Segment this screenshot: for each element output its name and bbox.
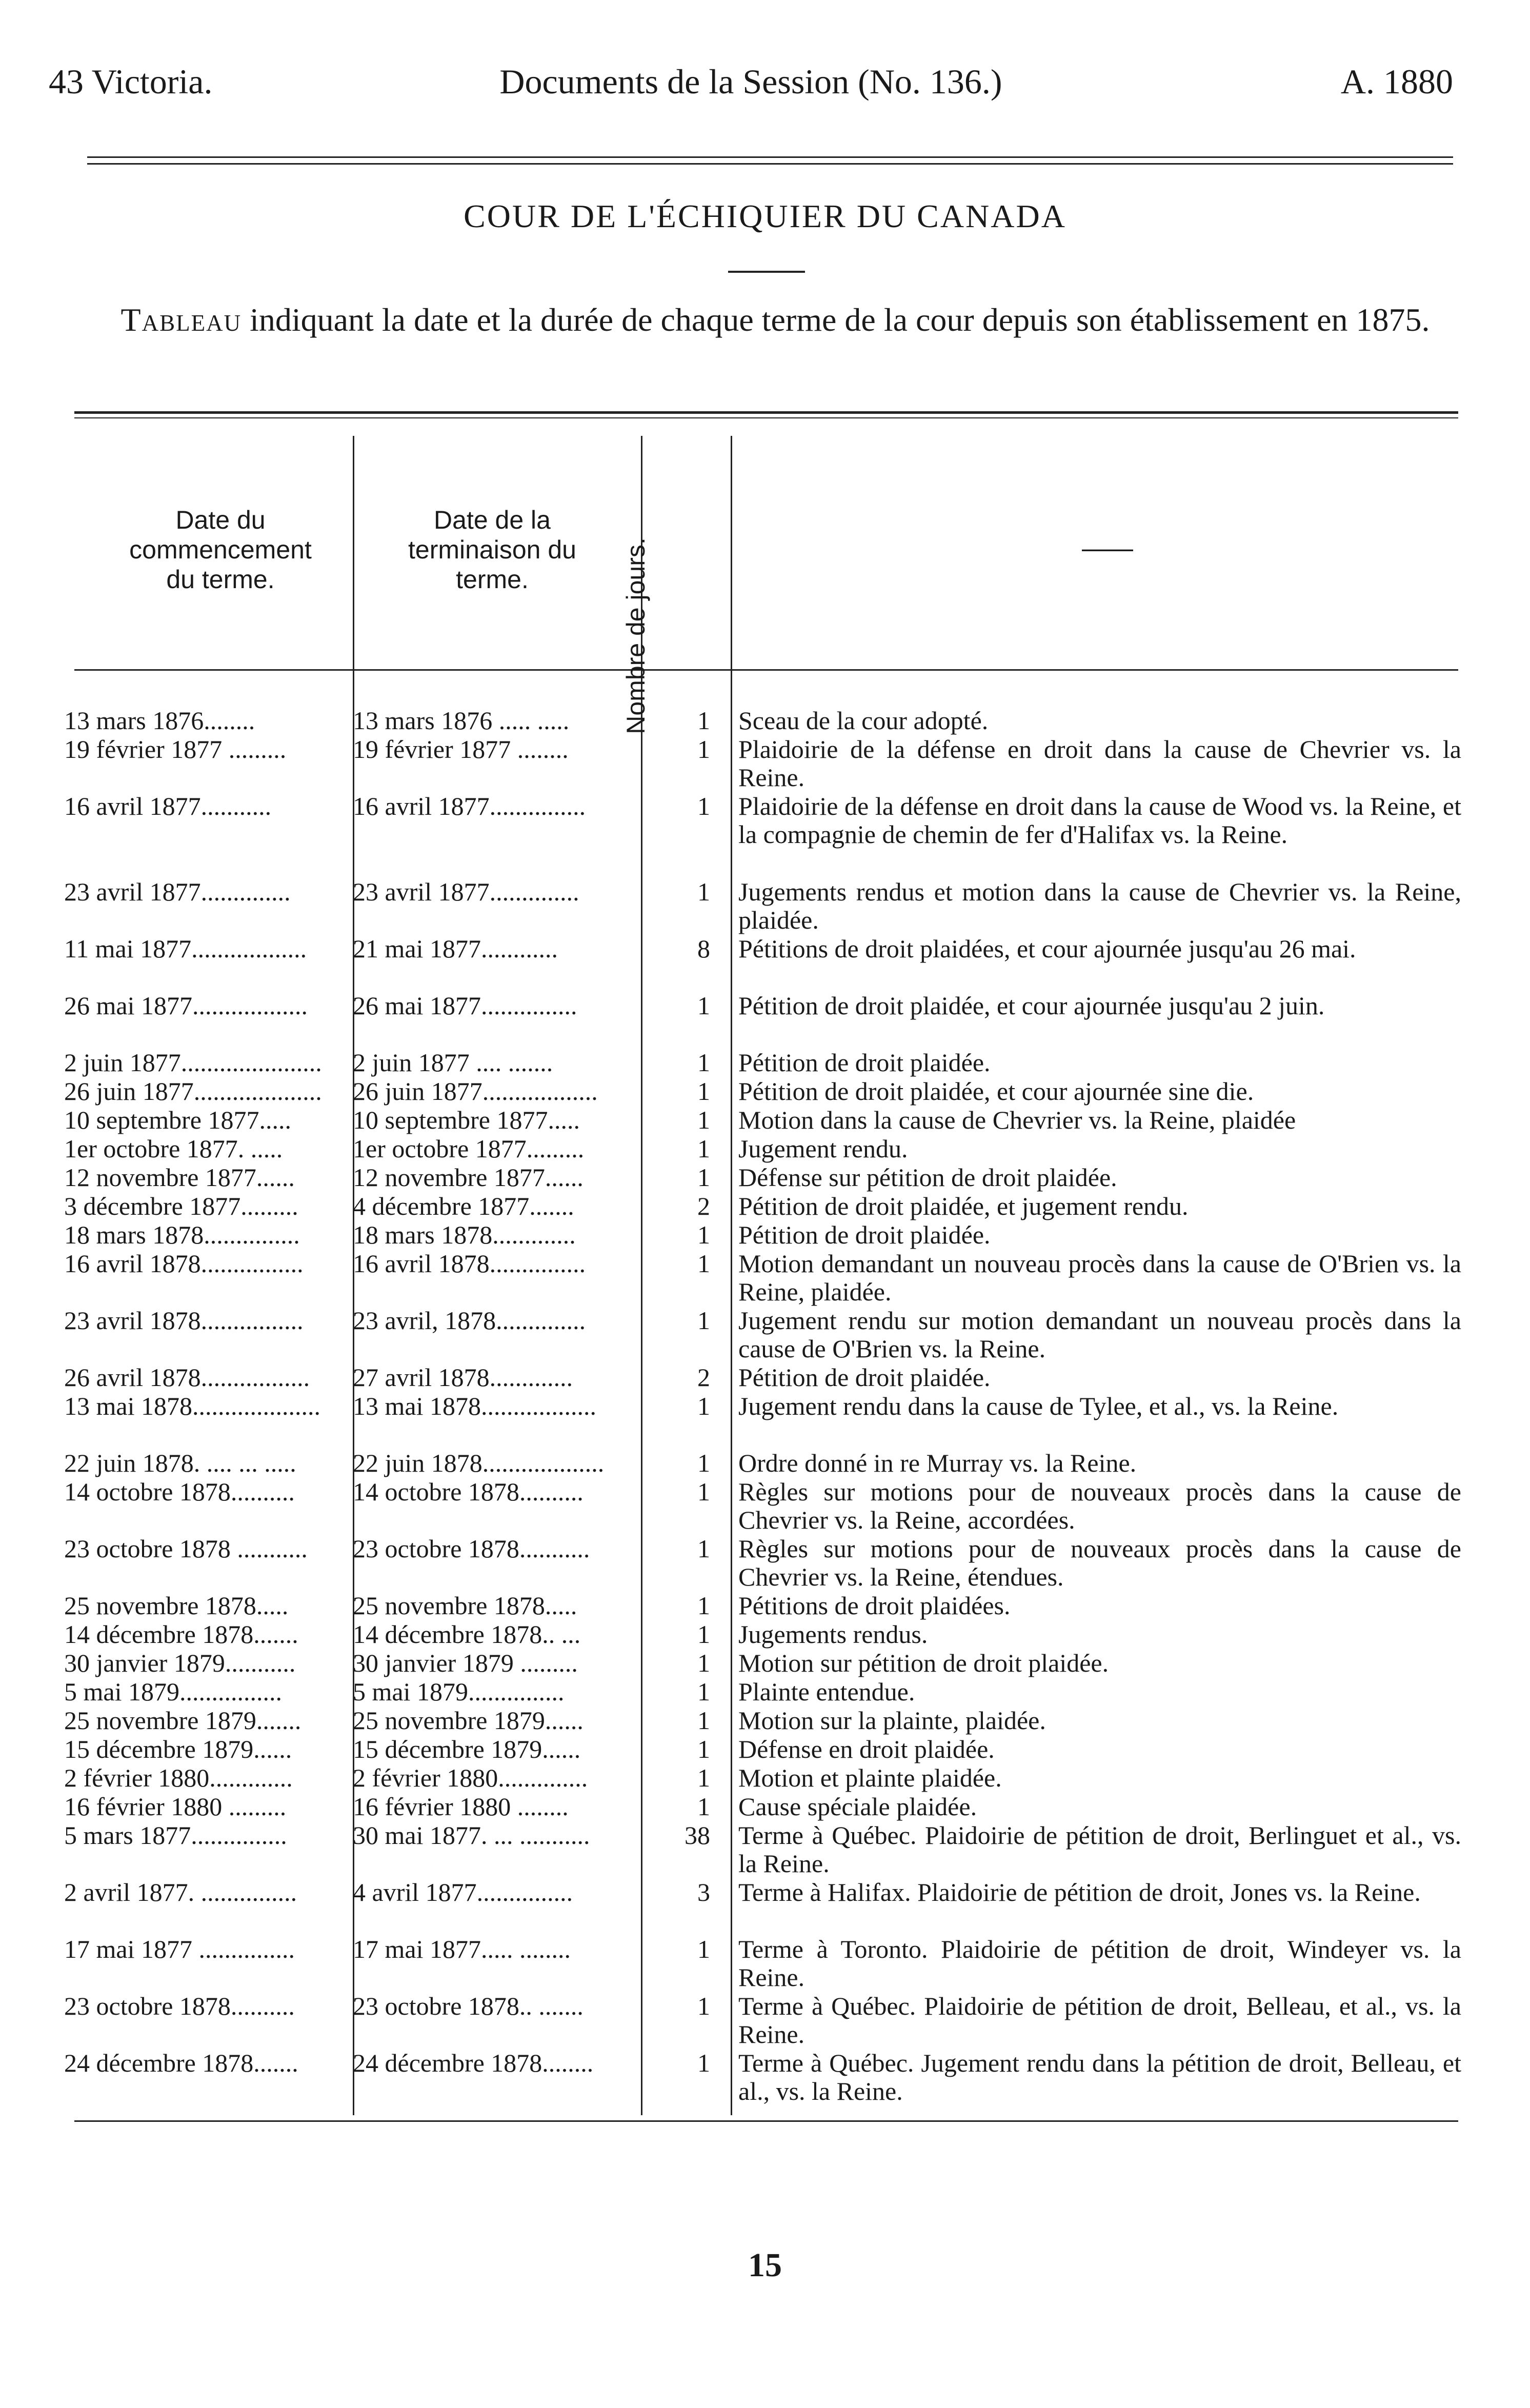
term-notes: Motion demandant un nouveau procès dans la cause de O'Brien vs. la Reine, plaidée. bbox=[738, 1249, 1461, 1306]
term-days: 8 bbox=[697, 934, 710, 963]
term-end-date: 18 mars 1878............. bbox=[353, 1221, 576, 1249]
header-year: A. 1880 bbox=[1340, 62, 1453, 101]
term-start-date: 16 février 1880 ......... bbox=[64, 1793, 287, 1821]
term-end-date: 26 mai 1877............... bbox=[353, 992, 577, 1020]
term-end-date: 13 mars 1876 ..... ..... bbox=[353, 707, 570, 735]
term-start-date: 24 décembre 1878....... bbox=[64, 2049, 298, 2077]
term-end-date: 13 mai 1878.................. bbox=[353, 1392, 596, 1420]
term-start-date: 19 février 1877 ......... bbox=[64, 735, 287, 764]
term-days: 1 bbox=[697, 1306, 710, 1335]
term-start-date: 25 novembre 1879....... bbox=[64, 1707, 301, 1735]
term-notes: Terme à Toronto. Plaidoirie de pétition de droit, Windeyer vs. la Reine. bbox=[738, 1935, 1461, 1992]
term-notes: Jugements rendus. bbox=[738, 1620, 928, 1649]
term-end-date: 4 décembre 1877....... bbox=[353, 1192, 574, 1220]
term-start-date: 18 mars 1878............... bbox=[64, 1221, 300, 1249]
term-end-date: 23 avril, 1878.............. bbox=[353, 1307, 586, 1335]
term-end-date: 16 avril 1877............... bbox=[353, 792, 586, 820]
term-end-date: 2 février 1880.............. bbox=[353, 1764, 588, 1792]
term-days: 1 bbox=[697, 1077, 710, 1106]
term-notes: Jugement rendu sur motion demandant un nouveau procès dans la cause de O'Brien vs. la Reine. bbox=[738, 1306, 1461, 1363]
term-notes: Pétition de droit plaidée, et cour ajournée jusqu'au 2 juin. bbox=[738, 991, 1325, 1020]
term-start-date: 17 mai 1877 ............... bbox=[64, 1935, 295, 1963]
term-notes: Motion dans la cause de Chevrier vs. la Reine, plaidée bbox=[738, 1106, 1296, 1134]
term-end-date: 19 février 1877 ........ bbox=[353, 735, 569, 764]
term-days: 1 bbox=[697, 1935, 710, 1963]
term-end-date: 2 juin 1877 .... ....... bbox=[353, 1049, 553, 1077]
term-days: 1 bbox=[697, 877, 710, 906]
term-days: 2 bbox=[697, 1192, 710, 1220]
term-start-date: 26 mai 1877.................. bbox=[64, 992, 308, 1020]
term-days: 1 bbox=[697, 2049, 710, 2077]
term-days: 1 bbox=[697, 1220, 710, 1249]
term-notes: Ordre donné in re Murray vs. la Reine. bbox=[738, 1449, 1137, 1477]
header-session-year: 43 Victoria. bbox=[49, 62, 213, 101]
term-notes: Motion sur pétition de droit plaidée. bbox=[738, 1649, 1109, 1677]
term-notes: Motion et plainte plaidée. bbox=[738, 1763, 1002, 1792]
term-end-date: 12 novembre 1877...... bbox=[353, 1163, 583, 1192]
column-header-end: Date de la terminaison du terme. bbox=[408, 506, 576, 594]
table-caption bbox=[118, 300, 1433, 340]
term-days: 1 bbox=[697, 1477, 710, 1506]
term-days: 1 bbox=[697, 1163, 710, 1192]
page-number: 15 bbox=[748, 2246, 782, 2284]
term-start-date: 11 mai 1877.................. bbox=[64, 935, 307, 963]
term-notes: Pétition de droit plaidée. bbox=[738, 1048, 991, 1077]
term-end-date: 22 juin 1878................... bbox=[353, 1449, 605, 1477]
term-end-date: 27 avril 1878............. bbox=[353, 1363, 573, 1392]
term-notes: Plainte entendue. bbox=[738, 1677, 915, 1706]
term-days: 2 bbox=[697, 1363, 710, 1392]
header-rule-top bbox=[87, 156, 1453, 158]
term-start-date: 22 juin 1878. .... ... ..... bbox=[64, 1449, 296, 1477]
term-notes: Sceau de la cour adopté. bbox=[738, 706, 989, 735]
term-notes: Pétition de droit plaidée, et cour ajournée sine die. bbox=[738, 1077, 1254, 1106]
term-end-date: 16 avril 1878............... bbox=[353, 1250, 586, 1278]
header-document-title: Documents de la Session (No. 136.) bbox=[499, 62, 1002, 101]
term-notes: Plaidoirie de la défense en droit dans la cause de Chevrier vs. la Reine. bbox=[738, 735, 1461, 792]
term-end-date: 17 mai 1877..... ........ bbox=[353, 1935, 571, 1963]
term-start-date: 5 mars 1877............... bbox=[64, 1821, 287, 1850]
term-notes: Règles sur motions pour de nouveaux procès dans la cause de Chevrier vs. la Reine, étendues. bbox=[738, 1534, 1461, 1591]
term-notes: Pétitions de droit plaidées. bbox=[738, 1591, 1011, 1620]
term-notes: Pétition de droit plaidée, et jugement rendu. bbox=[738, 1192, 1189, 1220]
term-days: 1 bbox=[697, 1620, 710, 1649]
term-days: 1 bbox=[697, 1591, 710, 1620]
term-end-date: 23 avril 1877.............. bbox=[353, 878, 579, 906]
term-end-date: 25 novembre 1878..... bbox=[353, 1592, 577, 1620]
column-header-notes: —— bbox=[1082, 534, 1133, 563]
term-end-date: 25 novembre 1879...... bbox=[353, 1707, 583, 1735]
term-end-date: 30 janvier 1879 ......... bbox=[353, 1649, 578, 1677]
term-start-date: 16 avril 1877........... bbox=[64, 792, 272, 820]
term-days: 1 bbox=[697, 792, 710, 820]
term-notes: Terme à Québec. Plaidoirie de pétition de droit, Berlinguet et al., vs. la Reine. bbox=[738, 1821, 1461, 1878]
term-start-date: 23 avril 1877.............. bbox=[64, 878, 291, 906]
term-notes: Règles sur motions pour de nouveaux procès dans la cause de Chevrier vs. la Reine, accordées. bbox=[738, 1477, 1461, 1534]
term-start-date: 14 octobre 1878.......... bbox=[64, 1478, 295, 1506]
term-start-date: 26 avril 1878................. bbox=[64, 1363, 310, 1392]
term-notes: Défense en droit plaidée. bbox=[738, 1735, 995, 1763]
term-notes: Pétitions de droit plaidées, et cour ajournée jusqu'au 26 mai. bbox=[738, 934, 1356, 963]
term-end-date: 4 avril 1877............... bbox=[353, 1878, 573, 1907]
term-end-date: 23 octobre 1878........... bbox=[353, 1535, 590, 1563]
header-bottom-rule bbox=[74, 669, 1458, 671]
term-notes: Motion sur la plainte, plaidée. bbox=[738, 1706, 1046, 1735]
table-bottom-rule bbox=[74, 2120, 1458, 2122]
term-start-date: 12 novembre 1877...... bbox=[64, 1163, 295, 1192]
running-header bbox=[49, 62, 1453, 113]
term-end-date: 1er octobre 1877......... bbox=[353, 1135, 585, 1163]
table-top-rule-thin bbox=[74, 417, 1458, 418]
term-days: 1 bbox=[697, 1449, 710, 1477]
term-days: 1 bbox=[697, 706, 710, 735]
term-start-date: 3 décembre 1877......... bbox=[64, 1192, 298, 1220]
term-end-date: 14 octobre 1878.......... bbox=[353, 1478, 583, 1506]
term-days: 38 bbox=[685, 1821, 710, 1850]
column-header-days-label: Nombre de jours. bbox=[621, 537, 650, 734]
table-top-rule bbox=[74, 411, 1458, 414]
term-end-date: 5 mai 1879............... bbox=[353, 1678, 565, 1706]
term-days: 1 bbox=[697, 1677, 710, 1706]
term-start-date: 2 juin 1877...................... bbox=[64, 1049, 322, 1077]
term-notes: Jugement rendu dans la cause de Tylee, et al., vs. la Reine. bbox=[738, 1392, 1339, 1420]
term-start-date: 14 décembre 1878....... bbox=[64, 1620, 298, 1649]
term-notes: Terme à Halifax. Plaidoirie de pétition de droit, Jones vs. la Reine. bbox=[738, 1878, 1421, 1907]
term-days: 1 bbox=[697, 1048, 710, 1077]
term-notes: Plaidoirie de la défense en droit dans la cause de Wood vs. la Reine, et la compagnie de chemin de fer d'Halifax vs. la Reine. bbox=[738, 792, 1461, 849]
title-underline bbox=[728, 271, 805, 273]
term-start-date: 10 septembre 1877..... bbox=[64, 1106, 291, 1134]
term-days: 1 bbox=[697, 1106, 710, 1134]
term-end-date: 15 décembre 1879...... bbox=[353, 1735, 581, 1763]
term-start-date: 26 juin 1877.................... bbox=[64, 1077, 322, 1106]
term-days: 1 bbox=[697, 1763, 710, 1792]
term-notes: Jugement rendu. bbox=[738, 1134, 908, 1163]
term-start-date: 5 mai 1879................ bbox=[64, 1678, 282, 1706]
column-divider-3 bbox=[731, 436, 732, 2115]
term-start-date: 23 octobre 1878.......... bbox=[64, 1992, 295, 2020]
term-start-date: 16 avril 1878................ bbox=[64, 1250, 304, 1278]
term-days: 1 bbox=[697, 1792, 710, 1821]
term-start-date: 2 février 1880............. bbox=[64, 1764, 293, 1792]
term-start-date: 23 octobre 1878 ........... bbox=[64, 1535, 308, 1563]
term-start-date: 13 mai 1878.................... bbox=[64, 1392, 320, 1420]
term-days: 1 bbox=[697, 735, 710, 764]
term-days: 1 bbox=[697, 1992, 710, 2020]
term-end-date: 24 décembre 1878........ bbox=[353, 2049, 594, 2077]
term-notes: Cause spéciale plaidée. bbox=[738, 1792, 977, 1821]
term-start-date: 23 avril 1878................ bbox=[64, 1307, 304, 1335]
term-days: 1 bbox=[697, 1735, 710, 1763]
term-days: 1 bbox=[697, 1134, 710, 1163]
term-notes: Pétition de droit plaidée. bbox=[738, 1363, 991, 1392]
term-start-date: 25 novembre 1878..... bbox=[64, 1592, 289, 1620]
term-end-date: 21 mai 1877............ bbox=[353, 935, 558, 963]
term-notes: Défense sur pétition de droit plaidée. bbox=[738, 1163, 1117, 1192]
term-end-date: 14 décembre 1878.. ... bbox=[353, 1620, 581, 1649]
term-start-date: 13 mars 1876........ bbox=[64, 707, 255, 735]
term-notes: Terme à Québec. Jugement rendu dans la pétition de droit, Belleau, et al., vs. la Reine. bbox=[738, 2049, 1461, 2105]
term-start-date: 2 avril 1877. ............... bbox=[64, 1878, 297, 1907]
term-end-date: 10 septembre 1877..... bbox=[353, 1106, 580, 1134]
page-title: COUR DE L'ÉCHIQUIER DU CANADA bbox=[464, 198, 1066, 234]
term-start-date: 30 janvier 1879........... bbox=[64, 1649, 296, 1677]
term-notes: Pétition de droit plaidée. bbox=[738, 1220, 991, 1249]
term-days: 1 bbox=[697, 1392, 710, 1420]
header-rule-bottom bbox=[87, 163, 1453, 165]
term-days: 3 bbox=[697, 1878, 710, 1907]
term-days: 1 bbox=[697, 1706, 710, 1735]
term-days: 1 bbox=[697, 1534, 710, 1563]
term-notes: Jugements rendus et motion dans la cause de Chevrier vs. la Reine, plaidée. bbox=[738, 877, 1461, 934]
term-end-date: 23 octobre 1878.. ....... bbox=[353, 1992, 583, 2020]
term-days: 1 bbox=[697, 991, 710, 1020]
term-notes: Terme à Québec. Plaidoirie de pétition de droit, Belleau, et al., vs. la Reine. bbox=[738, 1992, 1461, 2049]
column-header-start: Date du commencement du terme. bbox=[129, 506, 312, 594]
term-end-date: 16 février 1880 ........ bbox=[353, 1793, 569, 1821]
term-start-date: 1er octobre 1877. ..... bbox=[64, 1135, 283, 1163]
term-start-date: 15 décembre 1879...... bbox=[64, 1735, 292, 1763]
caption-text: indiquant la date et la durée de chaque terme de la cour depuis son établissement en 1875. bbox=[250, 302, 1430, 338]
caption-lead: Tableau bbox=[120, 302, 242, 338]
term-end-date: 30 mai 1877. ... ........... bbox=[353, 1821, 590, 1850]
term-days: 1 bbox=[697, 1649, 710, 1677]
term-days: 1 bbox=[697, 1249, 710, 1278]
term-end-date: 26 juin 1877.................. bbox=[353, 1077, 598, 1106]
